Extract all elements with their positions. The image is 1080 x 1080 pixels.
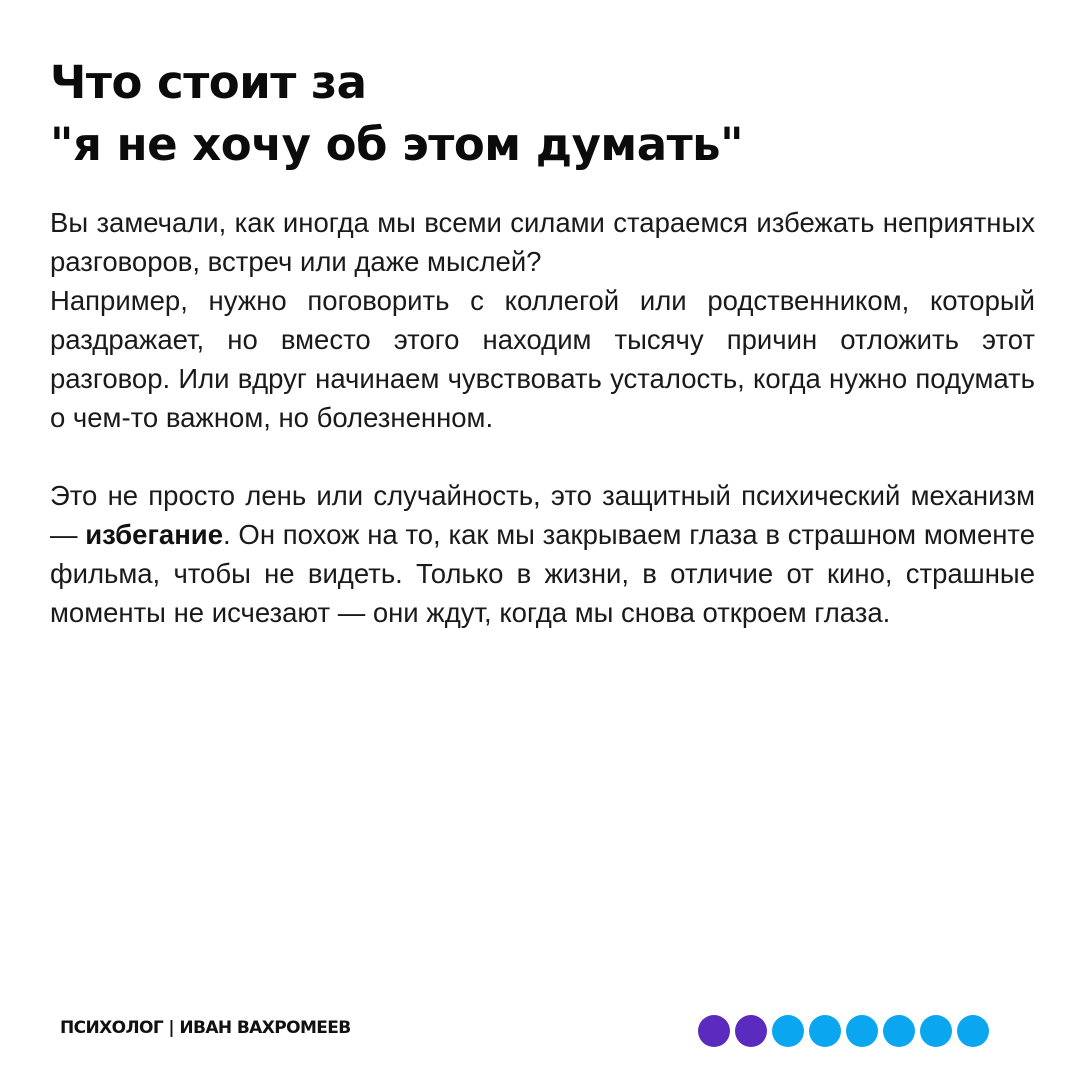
- progress-dot: [957, 1015, 989, 1047]
- explanation-text-start: Это не просто лень или случайность, это защитный психический механизм —: [50, 480, 1035, 550]
- paragraph-explanation: [50, 476, 1035, 632]
- highlighted-term: избегание: [85, 519, 224, 550]
- paragraph-spacer: [50, 437, 1035, 476]
- progress-dot: [920, 1015, 952, 1047]
- progress-dot-viewed: [698, 1015, 730, 1047]
- slide-title-line-1: Что стоит за: [50, 56, 367, 109]
- slide-progress-dots: [698, 1015, 989, 1047]
- slide-body: [50, 203, 1035, 632]
- paragraph-intro: Вы замечали, как иногда мы всеми силами стараемся избежать неприятных разговоров, встреч или даже мыслей?: [50, 207, 1035, 277]
- progress-dot: [809, 1015, 841, 1047]
- explanation-text-end: . Он похож на то, как мы закрываем глаза в страшном моменте фильма, чтобы не видеть. Только в жизни, в отличие от кино, страшные моменты не исчезают — они ждут, когда мы снова откроем глаза.: [50, 519, 1036, 628]
- progress-dot: [846, 1015, 878, 1047]
- slide-title-line-2: "я не хочу об этом думать": [50, 118, 744, 171]
- slide-title: [50, 52, 1030, 176]
- progress-dot: [883, 1015, 915, 1047]
- progress-dot: [772, 1015, 804, 1047]
- paragraph-example: Например, нужно поговорить с коллегой или родственником, который раздражает, но вместо этого находим тысячу причин отложить этот разговор. Или вдруг начинаем чувствовать усталость, когда нужно подумать о чем-то важном, но болезненном.: [50, 285, 1035, 433]
- progress-dot-viewed: [735, 1015, 767, 1047]
- author-brand: ПСИХОЛОГ | ИВАН ВАХРОМЕЕВ: [60, 1018, 351, 1038]
